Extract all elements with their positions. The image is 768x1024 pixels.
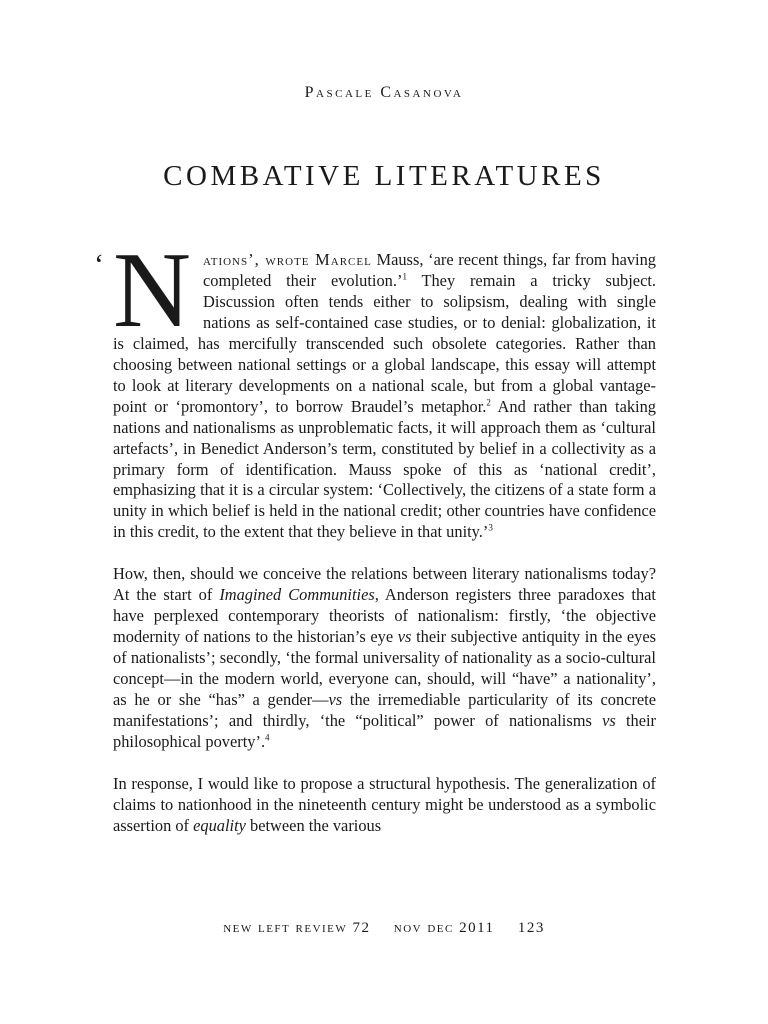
drop-cap: N	[113, 231, 191, 350]
paragraph-1-text-a: Mauss, ‘are recent things, far from having completed their evolution.’	[203, 250, 656, 290]
issue-date: nov dec 2011	[393, 920, 495, 936]
footnote-ref-4[interactable]: 4	[265, 732, 270, 743]
journal-name: new left review 72	[223, 920, 371, 936]
paragraph-1-text-b: They remain a tricky subject. Discussion often tends either to solipsism, dealing with single nations as self-contained case studies, or to denial: globalization, it is claimed, has mercifully transcended such obsolete categories. Rather than choosing between national settings or a global landscape, this essay will attempt to look at literary developments on a national scale, but from a global vantage-point or ‘promontory’, to borrow Braudel’s metaphor.	[113, 270, 656, 416]
paragraph-2-text-c: their subjective antiquity in the eyes of nationalists’; secondly, ‘the formal universality of nationality as a socio-cultural concept—in the modern world, everyone can, should, will “have” a nationality’, as he or she “has” a gender—	[113, 627, 656, 709]
footnote-ref-2[interactable]: 2	[486, 397, 491, 408]
paragraph-2	[113, 564, 656, 753]
paragraph-3	[113, 774, 656, 837]
paragraph-2-text-b: , Anderson registers three paradoxes that have perplexed contemporary theorists of nationalism: firstly, ‘the objective modernity of nations to the historian’s eye	[113, 585, 656, 647]
paragraph-3-text-a: In response, I would like to propose a structural hypothesis. The generalization of claims to nationhood in the nineteenth century might be understood as a symbolic assertion of	[113, 773, 656, 835]
italic-equality: equality	[193, 815, 246, 835]
article-title: COMBATIVE LITERATURES	[163, 160, 605, 192]
page-number: 123	[517, 920, 545, 936]
article-body	[113, 231, 657, 837]
lead-small-caps: ations’, wrote Marcel	[203, 250, 372, 269]
book-title-italic: Imagined Communities	[219, 585, 375, 605]
author-name: Pascale Casanova	[304, 84, 464, 101]
italic-vs-3: vs	[602, 710, 616, 730]
opening-quote-mark: ‘	[94, 248, 104, 281]
footnote-ref-1[interactable]: 1	[402, 271, 407, 282]
paragraph-2-text-e: their philosophical poverty’.	[113, 710, 656, 751]
page-footer	[0, 920, 768, 937]
paragraph-3-text-b: between the various	[245, 815, 382, 835]
footnote-ref-3[interactable]: 3	[488, 522, 493, 533]
italic-vs-1: vs	[397, 627, 412, 647]
italic-vs-2: vs	[328, 690, 343, 709]
paragraph-2-text-d: the irremediable particularity of its concrete manifestations’; and thirdly, ‘the “political” power of nationalisms	[113, 690, 657, 730]
paragraph-1-text-c: And rather than taking nations and nationalisms as unproblematic facts, it will approach them as ‘cultural artefacts’, in Benedict Anderson’s term, constituted by belief in a collectivity as a primary form of identification. Mauss spoke of this as ‘national credit’, emphasizing that it is a circular system: ‘Collectively, the citizens of a state form a unity in which belief is held in the national credit; other countries have confidence in this credit, to the extent that they believe in that unity.’	[113, 396, 656, 542]
paragraph-2-text-a: How, then, should we conceive the relations between literary nationalisms today? At the start of	[113, 564, 656, 605]
paragraph-1	[113, 231, 656, 543]
